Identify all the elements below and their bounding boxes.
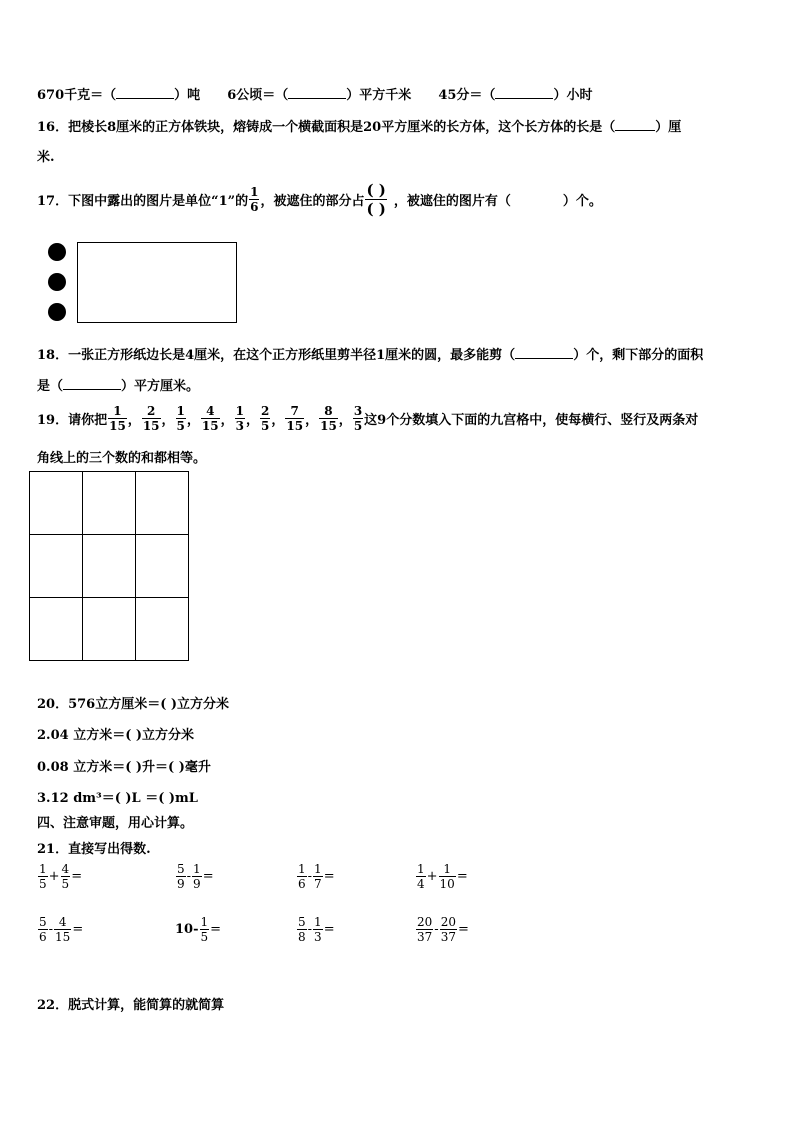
comma: ， [271,412,285,428]
fraction: $\frac{7}{15}$ [286,403,304,433]
q16-line1: 16．把棱长8厘米的正方体铁块，熔铸成一个横截面积是20平方厘米的长方体，这个长方体的长是（ ）厘 [37,120,682,135]
q15-c: 45分＝（ [438,88,496,103]
q20-line4: 3.12 dm³＝( )L ＝( )mL [37,791,198,806]
q19-line1: 19．请你把 $\frac{1}{15}$ ， $\frac{2}{15}$ ， $\frac{1}{5}$ ， $\frac{4}{15}$ ， $\frac{1}{3}$ ， $\frac{2}{5}$ ， $\frac{7}{15}$ ， $\frac{8}{15}$ ， $\frac{3}{5}$ 这9个分数填入下面的九宫格中，使每横行、竖行及两条对 [37,403,699,433]
equals-sign: = [456,869,468,884]
expression[interactable] [296,915,335,944]
fraction: $\frac{1}{10}$ [439,862,455,891]
q15-b: 6公顷＝（ [227,88,289,103]
expression[interactable] [37,862,82,891]
fraction: $\frac{1}{3}$ [314,915,322,944]
equals-sign: = [323,869,335,884]
operator: - [307,869,313,884]
comma: ， [127,412,141,428]
fraction: $\frac{4}{15}$ [55,915,71,944]
q15-a-end: ）吨 [174,88,201,103]
equals-sign: = [210,922,222,937]
comma: ， [220,412,234,428]
expression[interactable] [415,915,469,944]
q20-line1: 20．576立方厘米＝( )立方分米 [37,697,230,712]
grid-cell[interactable] [136,472,189,535]
answer-blank[interactable] [63,389,121,390]
answer-blank[interactable] [116,98,174,99]
fraction: $\frac{1}{9}$ [193,862,201,891]
q21-title: 21．直接写出得数. [37,842,151,857]
q15-c-end: ）小时 [553,88,593,103]
grid-cell[interactable] [136,535,189,598]
fraction: $\frac{4}{5}$ [61,862,70,891]
operator: + [48,869,60,884]
fraction: $\frac{2}{15}$ [142,403,160,433]
paren-fraction[interactable]: $\frac{( )}{( )}$ [366,180,386,218]
q18-line2: 是（ ）平方厘米。 [37,379,200,394]
q16-line2: 米. [37,150,55,165]
fraction: $\frac{2}{5}$ [261,403,270,433]
equals-sign: = [457,922,469,937]
answer-blank[interactable] [615,130,655,131]
q17-line: 17．下图中露出的图片是单位“1”的 $\frac{1}{6}$ ，被遮住的部分占 $\frac{( )}{( )}$ ，被遮住的图片有（ ）个。 [37,180,602,218]
q18-line1: 18．一张正方形纸边长是4厘米，在这个正方形纸里剪半径1厘米的圆，最多能剪（ ）个，剩下部分的面积 [37,348,704,363]
answer-blank[interactable] [288,98,346,99]
expression[interactable] [415,862,468,891]
comma: ， [305,412,319,428]
q15-line [37,84,592,103]
grid-cell[interactable] [83,535,136,598]
magic-square-grid [29,471,189,661]
equals-sign: = [202,869,214,884]
fraction: $\frac{1}{3}$ [235,403,244,433]
operator: - [307,922,313,937]
comma: ， [245,412,259,428]
circle-icon [48,243,66,261]
fraction: $\frac{1}{6}$ [250,184,259,214]
q20-line2: 2.04 立方米＝( )立方分米 [37,728,195,743]
q22-title: 22．脱式计算，能简算的就简算 [37,998,225,1013]
equals-sign: = [323,922,335,937]
equals-sign: = [72,922,84,937]
fraction: $\frac{1}{15}$ [109,403,126,433]
fraction: $\frac{1}{6}$ [298,862,306,891]
fraction: $\frac{1}{5}$ [176,403,185,433]
operator: - [434,922,439,937]
operator: - [48,922,54,937]
comma: ， [186,412,200,428]
grid-cell[interactable] [136,598,189,661]
circle-icon [48,273,66,291]
fraction-list [107,404,364,433]
equals-sign: = [71,869,83,884]
operator: - [186,869,192,884]
fraction: $\frac{1}{4}$ [417,862,425,891]
comma: ， [161,412,175,428]
fraction: $\frac{20}{37}$ [417,915,433,944]
answer-blank[interactable] [515,358,573,359]
fraction: $\frac{1}{7}$ [314,862,322,891]
q15-b-end: ）平方千米 [346,88,412,103]
whole-number: 10- [175,922,199,937]
fraction: $\frac{1}{5}$ [200,915,209,944]
expression[interactable] [37,915,83,944]
grid-cell[interactable] [30,472,83,535]
operator: + [426,869,438,884]
q19-line2: 角线上的三个数的和都相等。 [37,451,207,466]
fraction: $\frac{20}{37}$ [440,915,456,944]
expression[interactable] [296,862,335,891]
circle-icon [48,303,66,321]
cover-rectangle [77,242,237,323]
section-heading: 四、注意审题，用心计算。 [37,816,194,831]
fraction: $\frac{3}{5}$ [353,403,363,433]
grid-cell[interactable] [83,472,136,535]
q15-a: 670千克＝（ [37,88,117,103]
q20-line3: 0.08 立方米＝( )升＝( )毫升 [37,760,211,775]
grid-cell[interactable] [30,535,83,598]
expression[interactable] [175,915,221,944]
fraction: $\frac{5}{9}$ [177,862,185,891]
grid-cell[interactable] [83,598,136,661]
grid-cell[interactable] [30,598,83,661]
fraction: $\frac{5}{8}$ [298,915,306,944]
expression[interactable] [175,862,214,891]
fraction: $\frac{4}{15}$ [201,403,219,433]
fraction: $\frac{1}{5}$ [39,862,47,891]
fraction: $\frac{5}{6}$ [39,915,47,944]
fraction: $\frac{8}{15}$ [320,403,337,433]
answer-blank[interactable] [495,98,553,99]
comma: ， [338,412,352,428]
